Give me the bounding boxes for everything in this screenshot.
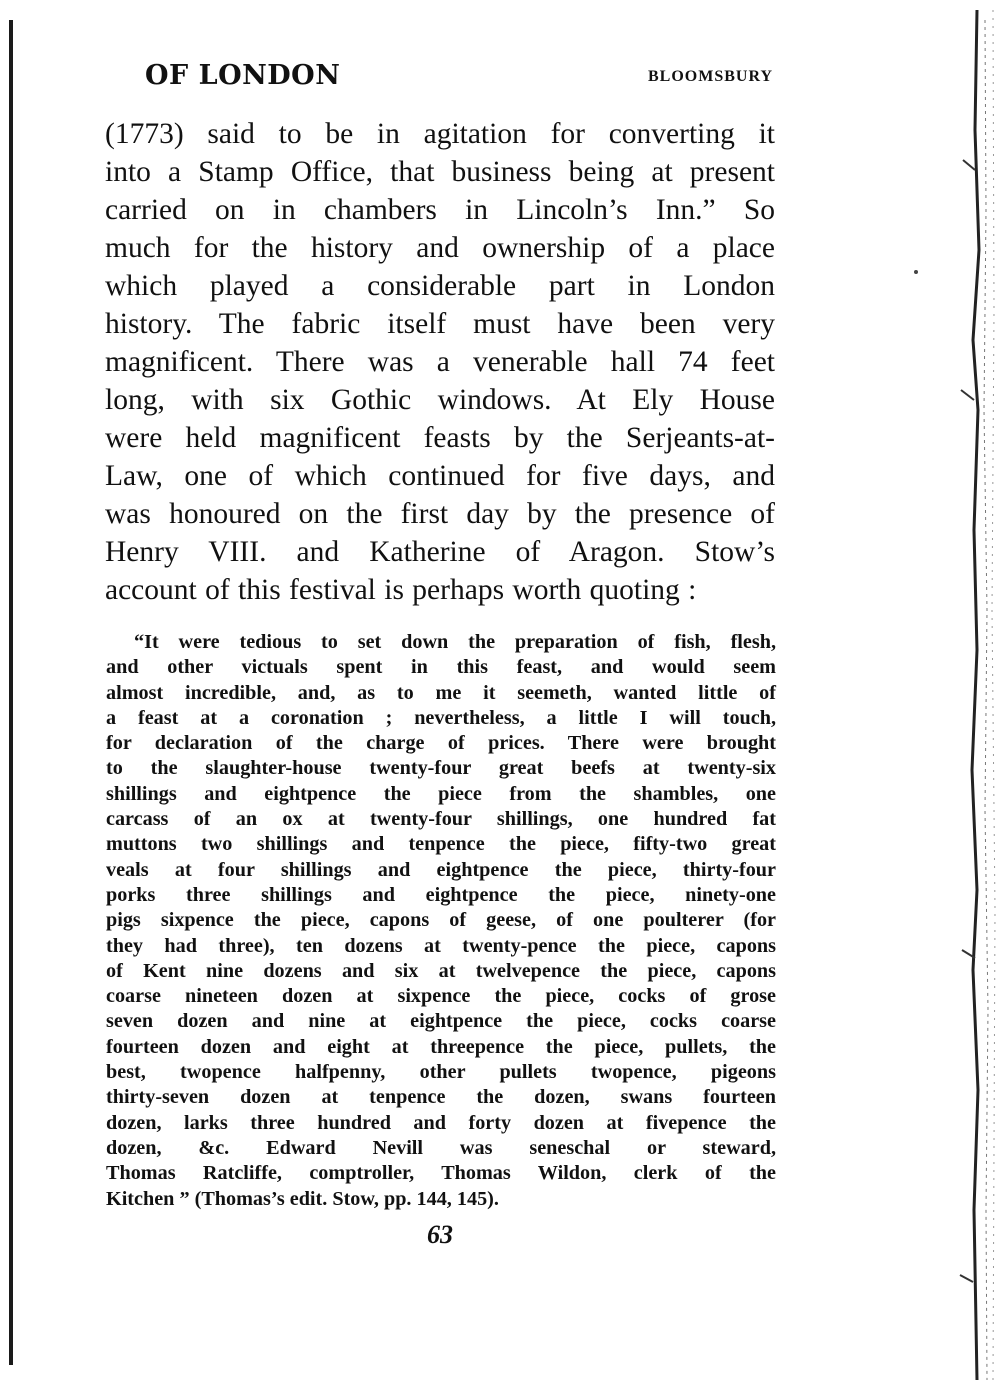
body-line: long, with six Gothic windows. At Ely House <box>105 384 775 416</box>
running-header <box>145 60 773 100</box>
quote-line: they had three), ten dozens at twenty-pence the piece, capons <box>106 934 776 957</box>
quote-line: “It were tedious to set down the preparation of fish, flesh, <box>134 631 776 653</box>
quote-line: muttons two shillings and tenpence the piece, fifty-two great <box>106 833 776 856</box>
block-quotation <box>106 630 776 1212</box>
body-line: much for the history and ownership of a place <box>105 232 775 264</box>
body-line: (1773) said to be in agitation for converting it <box>105 118 775 150</box>
quote-line: almost incredible, and, as to me it seemeth, wanted little of <box>106 681 776 704</box>
body-line: carried on in chambers in Lincoln’s Inn.” So <box>105 194 775 226</box>
header-title: OF LONDON <box>145 60 341 91</box>
page-edge-right <box>955 10 1000 1380</box>
body-line: account of this festival is perhaps worth quoting : <box>105 574 697 606</box>
quote-line: a feast at a coronation ; nevertheless, a little I will touch, <box>106 706 776 729</box>
quote-line: dozen, &c. Edward Nevill was seneschal or steward, <box>106 1136 776 1159</box>
quote-line: porks three shillings and eightpence the piece, ninety-one <box>106 883 776 906</box>
quote-line: fourteen dozen and eight at threepence the piece, pullets, the <box>106 1035 776 1058</box>
body-line: were held magnificent feasts by the Serjeants-at- <box>105 422 775 454</box>
quote-line: Thomas Ratcliffe, comptroller, Thomas Wildon, clerk of the <box>106 1162 776 1185</box>
body-line: magnificent. There was a venerable hall 74 feet <box>105 346 775 378</box>
ink-speck <box>914 270 918 274</box>
quote-line: veals at four shillings and eightpence the piece, thirty-four <box>106 858 776 881</box>
quote-line: pigs sixpence the piece, capons of geese, of one poulterer (for <box>106 909 776 932</box>
header-section: BLOOMSBURY <box>647 68 773 85</box>
body-line: Henry VIII. and Katherine of Aragon. Stow’s <box>105 536 775 568</box>
quote-line: shillings and eightpence the piece from the shambles, one <box>106 782 776 805</box>
quote-line: Kitchen ” (Thomas’s edit. Stow, pp. 144, 145). <box>106 1187 499 1210</box>
body-line: was honoured on the first day by the presence of <box>105 498 775 530</box>
body-line: into a Stamp Office, that business being at present <box>105 156 775 188</box>
quote-line: best, twopence halfpenny, other pullets twopence, pigeons <box>106 1061 776 1084</box>
quote-line: for declaration of the charge of prices. There were brought <box>106 732 776 755</box>
page-number: 63 <box>427 1220 453 1249</box>
quote-line: dozen, larks three hundred and forty dozen at fivepence the <box>106 1111 776 1134</box>
quote-line: seven dozen and nine at eightpence the piece, cocks coarse <box>106 1010 776 1033</box>
body-line: which played a considerable part in London <box>105 270 775 302</box>
quote-line: coarse nineteen dozen at sixpence the piece, cocks of grose <box>106 985 776 1008</box>
quote-line: thirty-seven dozen at tenpence the dozen, swans fourteen <box>106 1086 776 1109</box>
quote-line: to the slaughter-house twenty-four great beefs at twenty-six <box>106 757 776 780</box>
quote-line: carcass of an ox at twenty-four shillings, one hundred fat <box>106 808 776 831</box>
binding-edge-left <box>9 20 13 1365</box>
body-line: history. The fabric itself must have been very <box>105 308 775 340</box>
main-paragraph <box>105 115 775 609</box>
quote-line: of Kent nine dozens and six at twelvepence the piece, capons <box>106 959 776 982</box>
quote-line: and other victuals spent in this feast, and would seem <box>106 656 776 679</box>
body-line: Law, one of which continued for five days, and <box>105 460 775 492</box>
